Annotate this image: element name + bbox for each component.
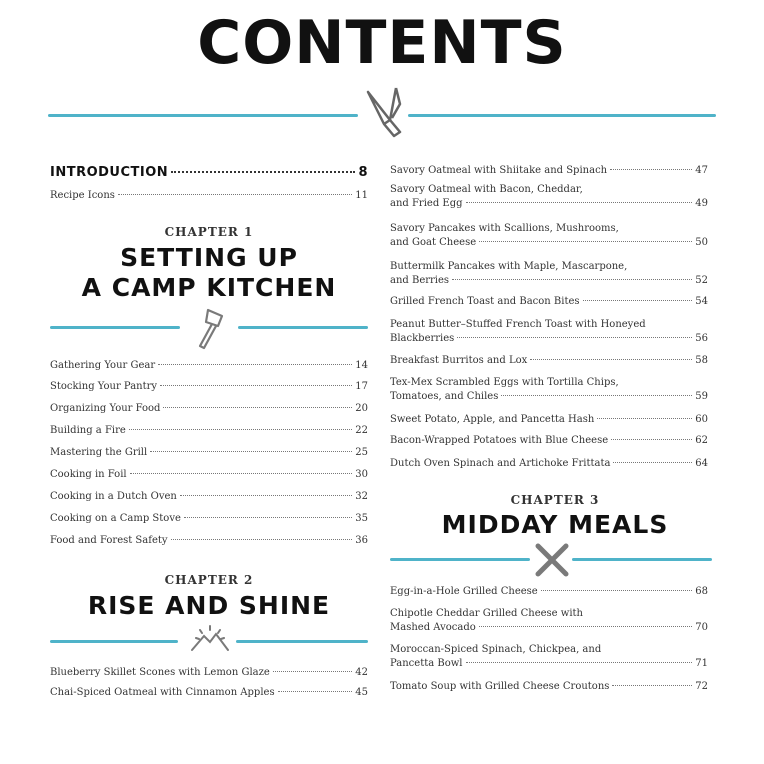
entry-page: 59 [695,391,708,402]
chapter-label: CHAPTER 2 [164,573,254,587]
dot-leader [171,171,355,173]
entry-page: 36 [355,535,368,546]
entry-line [390,222,708,236]
entry-title: Organizing Your Food [50,403,161,414]
toc-entry[interactable] [390,434,708,448]
entry-title: Bacon-Wrapped Potatoes with Blue Cheese [390,435,609,446]
crossed-utensils-icon [532,540,572,580]
entry-page: 14 [355,360,368,371]
dot-leader [613,462,692,463]
dot-leader [452,279,692,280]
dot-leader [171,539,353,540]
dot-leader [479,626,693,627]
entry-line [50,446,368,460]
entry-title: Blueberry Skillet Scones with Lemon Glaze [50,667,270,678]
sunrise-mountain-icon [188,624,232,652]
dot-leader [541,590,693,591]
divider-rule [572,558,712,561]
entry-line [390,164,708,178]
entry-line [390,680,708,694]
entry-page: 32 [355,491,368,502]
entry-title: and Berries [390,275,450,286]
toc-entry[interactable] [50,446,368,460]
entry-line [390,643,708,657]
dot-leader [158,364,352,365]
entry-page: 20 [355,403,368,414]
divider-rule [50,640,178,643]
entry-line [50,468,368,482]
toc-entry[interactable] [50,380,368,394]
dot-leader [118,194,352,195]
dot-leader [129,429,352,430]
entry-page: 62 [695,435,708,446]
entry-line [390,413,708,427]
page-title: CONTENTS [197,8,567,78]
entry-line [390,434,708,448]
entry-line [390,585,708,599]
entry-title: Cooking in a Dutch Oven [50,491,177,502]
entry-line [390,657,708,671]
divider-rule [236,640,368,643]
dot-leader [130,473,353,474]
entry-line [390,274,708,288]
toc-entry[interactable] [50,424,368,438]
entry-line [390,260,708,274]
entry-page: 25 [355,447,368,458]
entry-title: Breakfast Burritos and Lox [390,355,528,366]
toc-entry[interactable] [390,354,708,368]
entry-line [390,376,708,390]
dot-leader [160,385,352,386]
dot-leader [184,517,352,518]
entry-title: Blackberries [390,333,455,344]
entry-line [390,390,708,404]
entry-line [390,183,708,197]
divider-rule [408,114,716,117]
toc-entry[interactable] [390,457,708,471]
entry-line [50,424,368,438]
entry-line [390,318,708,332]
dot-leader [583,300,693,301]
dot-leader [466,662,693,663]
entry-line [390,332,708,346]
toc-entry[interactable] [50,512,368,526]
chapter-label: CHAPTER 3 [510,493,600,507]
dot-leader [479,241,692,242]
divider-rule [48,114,358,117]
entry-title: Buttermilk Pancakes with Maple, Mascarpone, [390,261,628,272]
toc-entry[interactable] [390,680,708,694]
entry-title: Chai-Spiced Oatmeal with Cinnamon Apples [50,687,275,698]
entry-line [50,359,368,373]
chapter-title-line: RISE AND SHINE [87,591,331,620]
entry-title: Peanut Butter–Stuffed French Toast with Honeyed [390,319,646,330]
entry-title: Tomato Soup with Grilled Cheese Croutons [390,681,610,692]
toc-entry[interactable] [50,686,368,700]
entry-title: Pancetta Bowl [390,658,463,669]
toc-entry[interactable] [50,359,368,373]
entry-title: Dutch Oven Spinach and Artichoke Frittata [390,458,611,469]
pocket-knife-icon [360,84,406,140]
toc-entry[interactable] [390,222,708,250]
entry-title: Grilled French Toast and Bacon Bites [390,296,580,307]
toc-entry[interactable] [390,585,708,599]
entry-page: 52 [695,275,708,286]
entry-title: Food and Forest Safety [50,535,168,546]
dot-leader [273,671,352,672]
entry-line [50,402,368,416]
entry-title: INTRODUCTION [50,165,169,180]
dot-leader [530,359,692,360]
entry-page: 17 [355,381,368,392]
dot-leader [278,691,353,692]
dot-leader [150,451,352,452]
entry-page: 72 [695,681,708,692]
entry-title: Sweet Potato, Apple, and Pancetta Hash [390,414,595,425]
entry-title: Egg-in-a-Hole Grilled Cheese [390,586,538,597]
entry-page: 64 [695,458,708,469]
dot-leader [501,395,692,396]
entry-line [390,236,708,250]
entry-page: 54 [695,296,708,307]
entry-title: Moroccan-Spiced Spinach, Chickpea, and [390,644,602,655]
dot-leader [610,169,692,170]
entry-title: Savory Pancakes with Scallions, Mushrooms, [390,223,619,234]
toc-entry[interactable] [390,183,708,211]
entry-title: and Goat Cheese [390,237,477,248]
toc-entry[interactable] [50,189,368,203]
entry-title: Savory Oatmeal with Bacon, Cheddar, [390,184,583,195]
entry-title: Tex-Mex Scrambled Eggs with Tortilla Chips, [390,377,619,388]
entry-title: Stocking Your Pantry [50,381,158,392]
toc-entry[interactable] [390,318,708,346]
entry-line [390,621,708,635]
entry-line [50,490,368,504]
entry-line [390,197,708,211]
chapter-title-line: MIDDAY MEALS [441,510,669,539]
entry-title: Recipe Icons [50,190,115,201]
toc-entry[interactable] [50,534,368,548]
dot-leader [163,407,352,408]
toc-entry-introduction[interactable] [50,165,368,181]
divider-rule [238,326,368,329]
toc-entry[interactable] [390,295,708,309]
toc-entry[interactable] [50,468,368,482]
entry-page: 68 [695,586,708,597]
entry-page: 49 [695,198,708,209]
entry-page: 50 [695,237,708,248]
entry-page: 70 [695,622,708,633]
entry-line [390,607,708,621]
entry-title: and Fried Egg [390,198,463,209]
axe-icon [192,306,228,350]
divider-rule [50,326,180,329]
toc-entry[interactable] [50,490,368,504]
dot-leader [612,685,692,686]
toc-entry[interactable] [390,413,708,427]
dot-leader [180,495,352,496]
entry-page: 56 [695,333,708,344]
dot-leader [597,418,692,419]
entry-title: Mashed Avocado [390,622,476,633]
entry-page: 47 [695,165,708,176]
entry-line [390,295,708,309]
entry-title: Gathering Your Gear [50,360,156,371]
entry-title: Savory Oatmeal with Shiitake and Spinach [390,165,608,176]
entry-line [390,457,708,471]
entry-title: Tomatoes, and Chiles [390,391,499,402]
toc-entry[interactable] [50,666,368,680]
toc-entry[interactable] [390,607,708,635]
dot-leader [457,337,692,338]
toc-entry[interactable] [390,643,708,671]
dot-leader [611,439,692,440]
entry-page: 71 [695,658,708,669]
divider-rule [390,558,530,561]
entry-line [390,354,708,368]
entry-title: Chipotle Cheddar Grilled Cheese with [390,608,583,619]
entry-title: Building a Fire [50,425,126,436]
entry-page: 35 [355,513,368,524]
chapter-title-line: A CAMP KITCHEN [81,273,337,302]
entry-line [50,686,368,700]
entry-title: Mastering the Grill [50,447,148,458]
entry-line [50,189,368,203]
entry-line [50,534,368,548]
entry-line [50,380,368,394]
entry-page: 60 [695,414,708,425]
entry-title: Cooking in Foil [50,469,127,480]
entry-page: 11 [355,190,368,201]
toc-entry[interactable] [50,402,368,416]
toc-entry[interactable] [390,164,708,178]
entry-page: 22 [355,425,368,436]
entry-page: 30 [355,469,368,480]
entry-line [50,512,368,526]
entry-page: 42 [355,667,368,678]
dot-leader [466,202,693,203]
toc-entry[interactable] [390,376,708,404]
entry-page: 8 [358,165,368,180]
entry-line [50,666,368,680]
chapter-label: CHAPTER 1 [164,225,254,239]
entry-page: 58 [695,355,708,366]
entry-page: 45 [355,687,368,698]
entry-title: Cooking on a Camp Stove [50,513,181,524]
toc-entry[interactable] [390,260,708,288]
chapter-title-line: SETTING UP [120,243,298,272]
